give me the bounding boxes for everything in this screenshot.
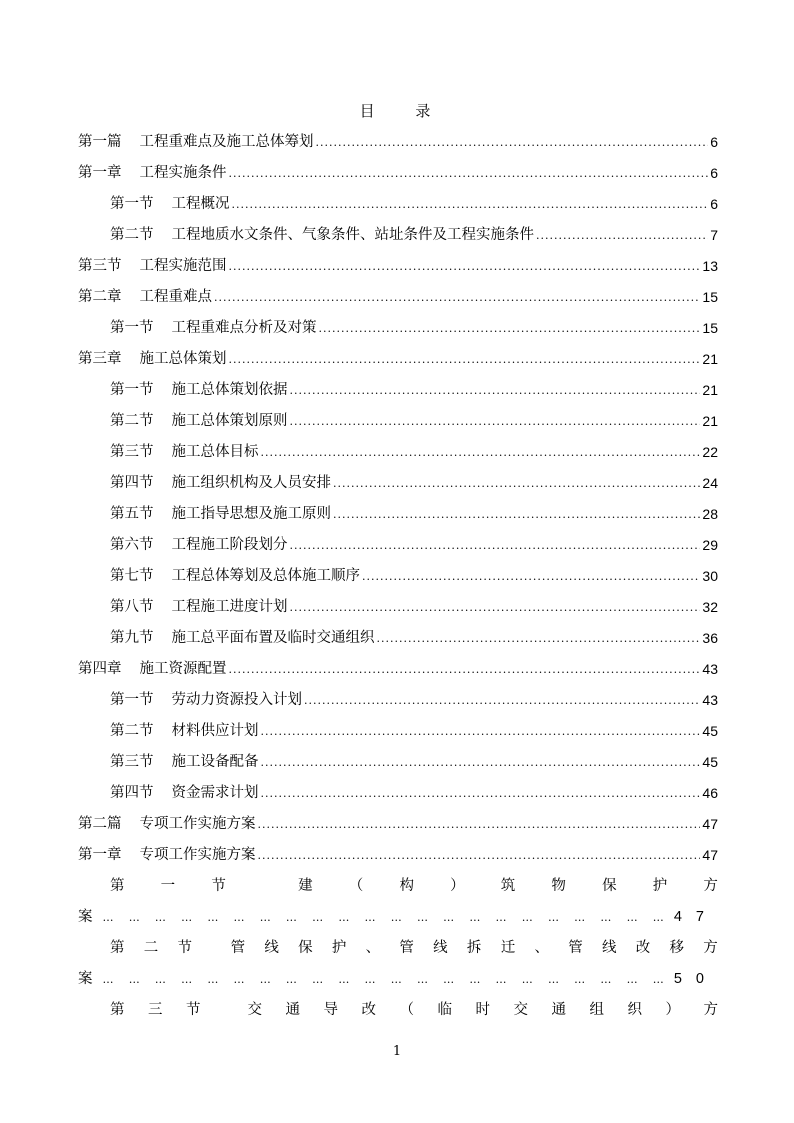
toc-spread-char: 导 — [323, 1002, 338, 1018]
toc-entry-page: 43 — [702, 692, 718, 708]
toc-entry[interactable] — [78, 530, 718, 561]
toc-entry-label — [110, 468, 331, 499]
toc-spread-char: 通 — [551, 1002, 566, 1018]
toc-spread-char: 、 — [534, 940, 549, 956]
toc-entry-label — [78, 251, 227, 282]
toc-entry-number: 第二篇 — [78, 816, 122, 832]
toc-entry-number: 第八节 — [110, 599, 154, 615]
toc-spread-char: ） — [665, 1002, 680, 1018]
toc-entry-page: 22 — [702, 444, 718, 460]
toc-spread-char: 交 — [247, 1002, 262, 1018]
toc-entry-number: 第五节 — [110, 506, 154, 522]
dot-leader — [261, 778, 701, 809]
dot-leader — [316, 127, 709, 158]
toc-entry-label — [110, 623, 375, 654]
dot-leader: … … … … … … … … … … … … … … … … … … … … … … — [102, 911, 664, 924]
toc-entry-text: 工程实施范围 — [139, 258, 227, 274]
toc-entry-page: 45 — [702, 754, 718, 770]
toc-entry[interactable] — [78, 778, 718, 809]
toc-entry-number: 第三章 — [78, 351, 122, 367]
toc-entry-label — [110, 499, 331, 530]
dot-leader — [261, 437, 701, 468]
toc-spread-line-tail[interactable] — [78, 964, 718, 995]
toc-entry-text: 劳动力资源投入计划 — [171, 692, 302, 708]
toc-spread-char: 节 — [177, 940, 193, 956]
dot-leader — [290, 530, 701, 561]
toc-entry-text: 专项工作实施方案 — [139, 847, 256, 863]
toc-entry-text: 工程实施条件 — [139, 165, 227, 181]
dot-leader — [232, 189, 709, 220]
toc-title-char-1: 目 — [359, 102, 379, 120]
toc-spread-char: 第 — [110, 878, 125, 894]
toc-entry-label — [78, 344, 227, 375]
toc-spread-char: 护 — [331, 940, 347, 956]
toc-spread-line[interactable] — [78, 995, 718, 1026]
toc-entry-page: 32 — [702, 599, 718, 615]
toc-entry-number: 第一节 — [110, 382, 154, 398]
toc-spread-char: 改 — [361, 1002, 376, 1018]
toc-entry-page: 15 — [702, 320, 718, 336]
toc-entry-text: 施工总体策划依据 — [171, 382, 288, 398]
toc-entry-page: 7 — [710, 227, 718, 243]
toc-spread-char: 线 — [433, 940, 448, 956]
dot-leader — [536, 220, 708, 251]
toc-spread-tail-text: 案 — [78, 971, 93, 987]
dot-leader — [229, 158, 709, 189]
toc-entry-label — [78, 809, 256, 840]
toc-spread-char: 时 — [475, 1002, 490, 1018]
dot-leader — [290, 375, 701, 406]
toc-entry[interactable] — [78, 189, 718, 220]
toc-entry-text: 工程重难点分析及对策 — [171, 320, 317, 336]
dot-leader — [333, 468, 700, 499]
toc-entry-text: 工程概况 — [171, 196, 230, 212]
dot-leader — [214, 282, 700, 313]
toc-spread-char: 筑 — [500, 878, 516, 894]
dot-leader — [319, 313, 701, 344]
toc-spread-char: 物 — [551, 878, 566, 894]
toc-entry-number: 第一节 — [110, 320, 154, 336]
dot-leader — [258, 809, 701, 840]
toc-entry-page: 45 — [702, 723, 718, 739]
toc-entry-number: 第二章 — [78, 289, 122, 305]
toc-entry-number: 第三节 — [110, 444, 154, 460]
toc-spread-page: 50 — [673, 971, 718, 987]
toc-entry[interactable] — [78, 654, 718, 685]
toc-spread-char: 线 — [264, 940, 279, 956]
toc-entry-page: 6 — [710, 196, 718, 212]
toc-spread-char: 第 — [110, 1002, 125, 1018]
toc-entry-number: 第七节 — [110, 568, 154, 584]
toc-entry-page: 28 — [702, 506, 718, 522]
toc-entry-label — [110, 220, 534, 251]
toc-spread-char: 二 — [143, 940, 159, 956]
toc-entry-number: 第二节 — [110, 227, 154, 243]
toc-spread-char: 临 — [437, 1002, 452, 1018]
toc-entry-text: 工程总体筹划及总体施工顺序 — [171, 568, 360, 584]
toc-entry-number: 第三节 — [110, 754, 154, 770]
toc-entry[interactable] — [78, 220, 718, 251]
dot-leader — [362, 561, 700, 592]
toc-entry-label — [110, 685, 302, 716]
toc-entry[interactable] — [78, 716, 718, 747]
toc-entry-number: 第一章 — [78, 165, 122, 181]
toc-entry-text: 工程施工阶段划分 — [171, 537, 288, 553]
toc-list — [78, 127, 718, 871]
toc-entry-page: 30 — [702, 568, 718, 584]
toc-entry-label — [110, 592, 288, 623]
toc-spread-char: 管 — [568, 940, 583, 956]
toc-entry-text: 施工资源配置 — [139, 661, 227, 677]
toc-spread-tail-text: 案 — [78, 909, 93, 925]
toc-entry[interactable] — [78, 685, 718, 716]
toc-entry-label — [110, 747, 259, 778]
toc-entry[interactable] — [78, 840, 718, 871]
dot-leader — [377, 623, 701, 654]
toc-spread-char: 组 — [589, 1002, 604, 1018]
toc-entry-label — [78, 158, 227, 189]
toc-entry-label — [110, 778, 259, 809]
toc-entry-label — [110, 406, 288, 437]
toc-entry-number: 第四节 — [110, 785, 154, 801]
dot-leader: … … … … … … … … … … … … … … … … … … … … … … — [102, 973, 664, 986]
toc-spread-char: 移 — [669, 940, 685, 956]
toc-entry[interactable] — [78, 251, 718, 282]
toc-spread-char: 建 — [298, 878, 313, 894]
toc-entry-text: 施工总体策划 — [139, 351, 227, 367]
toc-entry-label — [110, 313, 317, 344]
toc-entry-text: 施工组织机构及人员安排 — [171, 475, 331, 491]
toc-entry[interactable] — [78, 561, 718, 592]
toc-entry[interactable] — [78, 282, 718, 313]
dot-leader — [229, 344, 701, 375]
toc-entry-text: 施工设备配备 — [171, 754, 259, 770]
toc-entry-label — [110, 716, 259, 747]
toc-entry-text: 施工总平面布置及临时交通组织 — [171, 630, 375, 646]
toc-entry-label — [110, 561, 360, 592]
toc-spread-char: 管 — [230, 940, 246, 956]
toc-entry-page: 21 — [702, 351, 718, 367]
page-number: 1 — [392, 1044, 402, 1059]
toc-spread-char: 方 — [703, 878, 718, 894]
dot-leader — [333, 499, 700, 530]
toc-spread-char: 交 — [513, 1002, 528, 1018]
toc-title — [0, 100, 794, 121]
toc-entry-page: 6 — [710, 165, 718, 181]
toc-entry-page: 24 — [702, 475, 718, 491]
toc-entry-number: 第一节 — [110, 196, 154, 212]
toc-entry-text: 资金需求计划 — [171, 785, 259, 801]
toc-entry-text: 工程施工进度计划 — [171, 599, 288, 615]
toc-entry-text: 工程地质水文条件、气象条件、站址条件及工程实施条件 — [171, 227, 534, 243]
dot-leader — [290, 406, 701, 437]
toc-entry-label — [110, 189, 230, 220]
toc-entry-text: 施工指导思想及施工原则 — [171, 506, 331, 522]
toc-entry-number: 第四章 — [78, 661, 122, 677]
toc-spread-char: 方 — [703, 940, 718, 956]
toc-entry[interactable] — [78, 127, 718, 158]
toc-spread-char: 改 — [635, 940, 651, 956]
toc-entry-page: 21 — [702, 382, 718, 398]
toc-entry-label — [110, 375, 288, 406]
toc-spread-line[interactable] — [78, 933, 718, 964]
dot-leader — [229, 251, 701, 282]
dot-leader — [258, 840, 701, 871]
toc-spread-char: 迁 — [500, 940, 516, 956]
toc-entry-page: 47 — [702, 816, 718, 832]
toc-entry[interactable] — [78, 623, 718, 654]
toc-entry-page: 43 — [702, 661, 718, 677]
toc-entry-page: 21 — [702, 413, 718, 429]
dot-leader — [261, 716, 701, 747]
dot-leader — [304, 685, 700, 716]
toc-entry-page: 15 — [702, 289, 718, 305]
toc-entry-label — [78, 654, 227, 685]
toc-entry-number: 第二节 — [110, 413, 154, 429]
toc-entry-number: 第三节 — [78, 258, 122, 274]
toc-entry-number: 第一篇 — [78, 134, 122, 150]
toc-entry-label — [78, 840, 256, 871]
toc-entry-page: 6 — [710, 134, 718, 150]
toc-spread-char: 通 — [285, 1002, 300, 1018]
toc-entry-number: 第一节 — [110, 692, 154, 708]
toc-entry-number: 第四节 — [110, 475, 154, 491]
toc-spread-char: 线 — [601, 940, 617, 956]
toc-spread-line-tail[interactable] — [78, 902, 718, 933]
toc-spread-entries — [78, 871, 718, 1026]
toc-entry-text: 专项工作实施方案 — [139, 816, 256, 832]
toc-spread-char: 构 — [399, 878, 414, 894]
toc-entry-text: 施工总体策划原则 — [171, 413, 288, 429]
toc-entry-label — [78, 282, 212, 313]
toc-entry-text: 材料供应计划 — [171, 723, 259, 739]
toc-entry[interactable] — [78, 747, 718, 778]
toc-entry-text: 施工总体目标 — [171, 444, 259, 460]
toc-entry-page: 13 — [702, 258, 718, 274]
dot-leader — [261, 747, 701, 778]
toc-entry-number: 第二节 — [110, 723, 154, 739]
toc-spread-char: 节 — [186, 1002, 201, 1018]
toc-entry-label — [110, 437, 259, 468]
dot-leader — [290, 592, 701, 623]
toc-entry-label — [110, 530, 288, 561]
toc-entry[interactable] — [78, 499, 718, 530]
toc-spread-char: 保 — [602, 878, 617, 894]
toc-entry-page: 29 — [702, 537, 718, 553]
toc-spread-char: 方 — [703, 1002, 718, 1018]
toc-entry[interactable] — [78, 375, 718, 406]
toc-spread-char: 护 — [652, 878, 668, 894]
toc-spread-char: ） — [450, 878, 465, 894]
toc-entry[interactable] — [78, 406, 718, 437]
toc-entry[interactable] — [78, 437, 718, 468]
toc-entry[interactable] — [78, 158, 718, 189]
toc-spread-char: 拆 — [466, 940, 482, 956]
toc-spread-char: 管 — [399, 940, 414, 956]
toc-spread-char: 保 — [298, 940, 313, 956]
toc-spread-char: 节 — [211, 878, 226, 894]
toc-spread-line[interactable] — [78, 871, 718, 902]
toc-spread-char: 、 — [365, 940, 381, 956]
toc-spread-char: （ — [399, 1002, 414, 1018]
toc-entry[interactable] — [78, 592, 718, 623]
toc-spread-char: 织 — [627, 1002, 642, 1018]
toc-spread-char: 三 — [148, 1002, 163, 1018]
toc-entry-text: 工程重难点及施工总体筹划 — [139, 134, 314, 150]
toc-entry[interactable] — [78, 344, 718, 375]
toc-entry-page: 47 — [702, 847, 718, 863]
toc-spread-char: 一 — [160, 878, 176, 894]
toc-entry-page: 36 — [702, 630, 718, 646]
toc-entry-number: 第六节 — [110, 537, 154, 553]
toc-entry-text: 工程重难点 — [139, 289, 212, 305]
toc-spread-char: 第 — [110, 940, 125, 956]
dot-leader — [229, 654, 701, 685]
toc-entry[interactable] — [78, 809, 718, 840]
toc-spread-page: 47 — [673, 909, 718, 925]
toc-entry-number: 第一章 — [78, 847, 122, 863]
toc-spread-char: （ — [348, 878, 364, 894]
toc-entry-page: 46 — [702, 785, 718, 801]
toc-entry[interactable] — [78, 468, 718, 499]
toc-title-char-2: 录 — [415, 102, 435, 120]
toc-entry-number: 第九节 — [110, 630, 154, 646]
toc-entry[interactable] — [78, 313, 718, 344]
toc-entry-label — [78, 127, 314, 158]
